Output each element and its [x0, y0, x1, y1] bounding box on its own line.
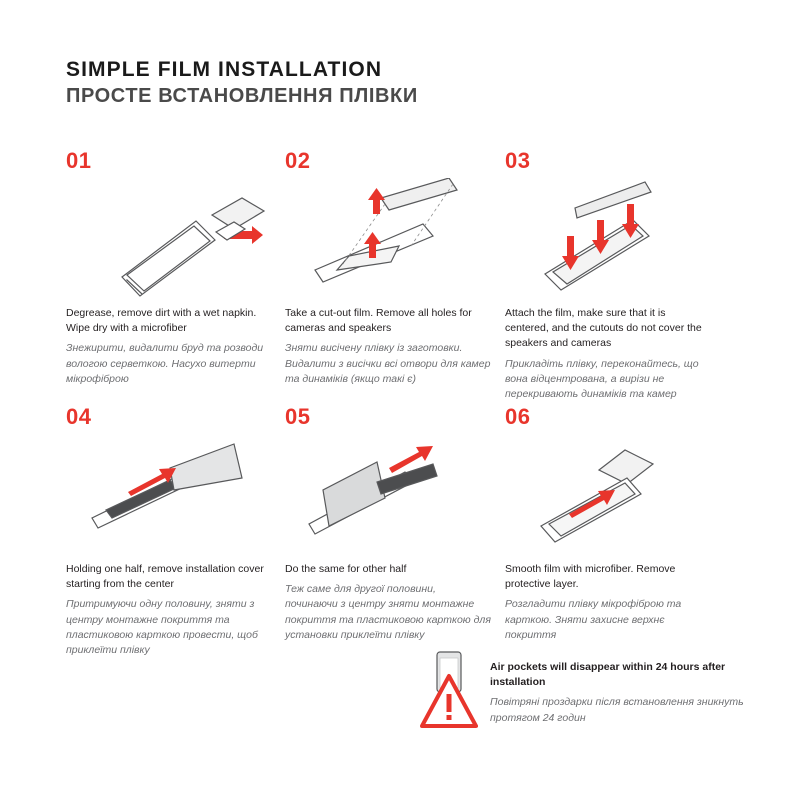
footer-text-en: Air pockets will disappear within 24 hours after installation — [490, 661, 726, 689]
step-03 — [505, 150, 719, 402]
step-text-en: Do the same for other half — [285, 563, 407, 575]
step-text-uk: Знежирити, видалити бруд та розводи вологою серветкою. Насухо витерти мікрофіброю — [66, 342, 264, 385]
footer-note — [420, 650, 760, 735]
step-02 — [285, 150, 499, 387]
page-title-en: SIMPLE FILM INSTALLATION — [66, 58, 383, 81]
step-02-illustration — [285, 178, 499, 298]
step-06-illustration — [505, 434, 719, 554]
warning-triangle-icon — [420, 650, 478, 735]
step-text-uk: Зняти висічену плівку із заготовки. Видалити з висічки всі отвори для камер та динаміків (якщо такі є) — [285, 342, 491, 385]
footer-text — [490, 650, 760, 726]
step-number: 04 — [66, 404, 92, 429]
step-text-en: Take a cut-out film. Remove all holes for cameras and speakers — [285, 307, 472, 335]
page-title-uk: ПРОСТЕ ВСТАНОВЛЕННЯ ПЛІВКИ — [66, 84, 418, 107]
footer-text-uk: Повітряні проздарки після встановлення зникнуть протягом 24 годин — [490, 696, 744, 724]
step-01-illustration — [66, 178, 280, 298]
step-text-en: Degrease, remove dirt with a wet napkin. Wipe dry with a microfiber — [66, 307, 257, 335]
step-text-en: Holding one half, remove installation cover starting from the center — [66, 563, 264, 591]
step-text-uk: Розгладити плівку мікрофіброю та карткою. Зняти захисне верхнє покриття — [505, 598, 682, 641]
step-04 — [66, 406, 280, 658]
step-text-en: Smooth film with microfiber. Remove protective layer. — [505, 563, 676, 591]
step-number: 03 — [505, 148, 531, 173]
step-05 — [285, 406, 499, 643]
step-05-illustration — [285, 434, 499, 554]
step-number: 06 — [505, 404, 531, 429]
step-04-illustration — [66, 434, 280, 554]
step-text-uk: Притримуючи одну половину, зняти з центру монтажне покриття та пластиковою карткою провести, щоб приклеїти плівку — [66, 598, 258, 657]
step-06 — [505, 406, 719, 643]
step-text-uk: Прикладіть плівку, переконайтесь, що вона відцентрована, а вирізи не перекривають динаміків та камер — [505, 357, 699, 401]
poster-header — [66, 58, 746, 107]
step-03-illustration — [505, 178, 719, 298]
step-number: 02 — [285, 148, 311, 173]
step-text-en: Attach the film, make sure that it is centered, and the cutouts do not cover the speakers and cameras — [505, 307, 702, 350]
step-number: 01 — [66, 148, 92, 173]
step-01 — [66, 150, 280, 387]
step-number: 05 — [285, 404, 311, 429]
step-text-uk: Теж саме для другої половини, починаючи з центру зняти монтажне покриття та пластиковою карткою для установки приклеїти плівку — [285, 583, 491, 641]
